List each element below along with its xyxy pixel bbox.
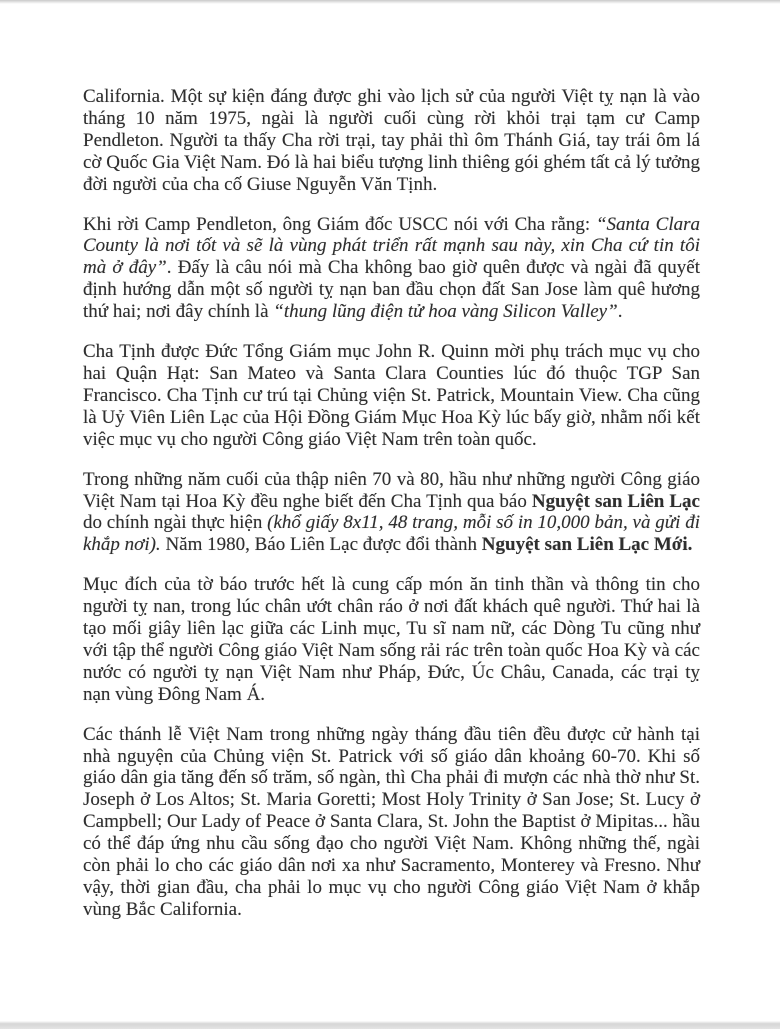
text-run: California. Một sự kiện đáng được ghi vào lịch sử của người Việt tỵ nạn là vào tháng 10 năm 1975, ngài là người cuối cùng rời khỏi trại tạm cư Camp Pendleton. Người ta thấy Cha rời trại, tay phải thì ôm Thánh Giá, tay trái ôm lá cờ Quốc Gia Việt Nam. Đó là hai biểu tượng linh thiêng gói ghém tất cả lý tưởng đời người của cha cố Giuse Nguyễn Văn Tịnh. [83, 86, 701, 195]
paragraph [83, 469, 700, 557]
text-run: Mục đích của tờ báo trước hết là cung cấp món ăn tinh thần và thông tin cho người tỵ nan, trong lúc chân ướt chân ráo ở nơi đất khách quê người. Thứ hai là tạo mối giây liên lạc giữa các Linh mục, Tu sĩ nam nữ, các Dòng Tu cũng như với tập thể người Công giáo Việt Nam sống rải rác trên toàn quốc Hoa Kỳ và các nước có người tỵ nạn Việt Nam như Pháp, Đức, Úc Châu, Canada, các trại tỵ nạn vùng Đông Nam Á. [83, 574, 700, 705]
paragraph [83, 724, 700, 921]
text-run: Các thánh lễ Việt Nam trong những ngày tháng đầu tiên đều được cử hành tại nhà nguyện của Chủng viện St. Patrick với số giáo dân khoảng 60-70. Khi số giáo dân gia tăng đến số trăm, số ngàn, thì Cha phải đi mượn các nhà thờ như St. Joseph ở Los Altos; St. Maria Goretti; Most Holy Trinity ở San Jose; St. Lucy ở Campbell; Our Lady of Peace ở Santa Clara, St. John the Baptist ở Mipitas... hầu có thể đáp ứng nhu cầu sống đạo cho người Việt Nam. Không những thế, ngài còn phải lo cho các giáo dân nơi xa như Sacramento, Monterey và Fresno. Như vậy, thời gian đầu, cha phải lo mục vụ cho người Công giáo Việt Nam ở khắp vùng Bắc California. [83, 723, 700, 920]
italic-text-run: (khổ giấy 8x11, 48 trang, mỗi số in 10,000 bản, và gửi đi khắp nơi). [83, 512, 700, 556]
page-top-edge [0, 0, 780, 4]
document-body [83, 86, 700, 921]
italic-text-run: “Santa Clara County là nơi tốt và sẽ là vùng phát triển rất mạnh sau này, xin Cha cứ tin tôi mà ở đây” [83, 213, 700, 279]
paragraph [83, 574, 700, 705]
text-run: . [617, 301, 623, 323]
paragraph [83, 214, 700, 324]
text-run: do chính ngài thực hiện [83, 512, 268, 534]
text-run: Trong những năm cuối của thập niên 70 và 80, hầu như những người Công giáo Việt Nam tại Hoa Kỳ đều nghe biết đến Cha Tịnh qua báo [83, 468, 700, 512]
italic-text-run: “thung lũng điện tử hoa vàng Silicon Valley” [273, 301, 618, 323]
bold-text-run: Nguyệt san Liên Lạc [531, 490, 700, 512]
page-bottom-edge [0, 1021, 780, 1029]
text-run: Cha Tịnh được Đức Tổng Giám mục John R. Quinn mời phụ trách mục vụ cho hai Quận Hạt: San Mateo và Santa Clara Counties lúc đó thuộc TGP San Francisco. Cha Tịnh cư trú tại Chủng viện St. Patrick, Mountain View. Cha cũng là Uỷ Viên Liên Lạc của Hội Đồng Giám Mục Hoa Kỳ lúc bấy giờ, nhằm nối kết việc mục vụ cho người Công giáo Việt Nam trên toàn quốc. [83, 341, 700, 450]
paragraph [83, 86, 700, 196]
text-run: Khi rời Camp Pendleton, ông Giám đốc USCC nói với Cha rằng: [83, 213, 596, 235]
text-run: Năm 1980, Báo Liên Lạc được đổi thành [160, 534, 482, 556]
bold-text-run: Nguyệt san Liên Lạc Mới. [481, 534, 693, 556]
text-run: . Đấy là câu nói mà Cha không bao giờ quên được và ngài đã quyết định hướng dẫn một số người tỵ nạn ban đầu chọn đất San Jose làm quê hương thứ hai; nơi đây chính là [83, 257, 700, 323]
paragraph [83, 341, 700, 451]
